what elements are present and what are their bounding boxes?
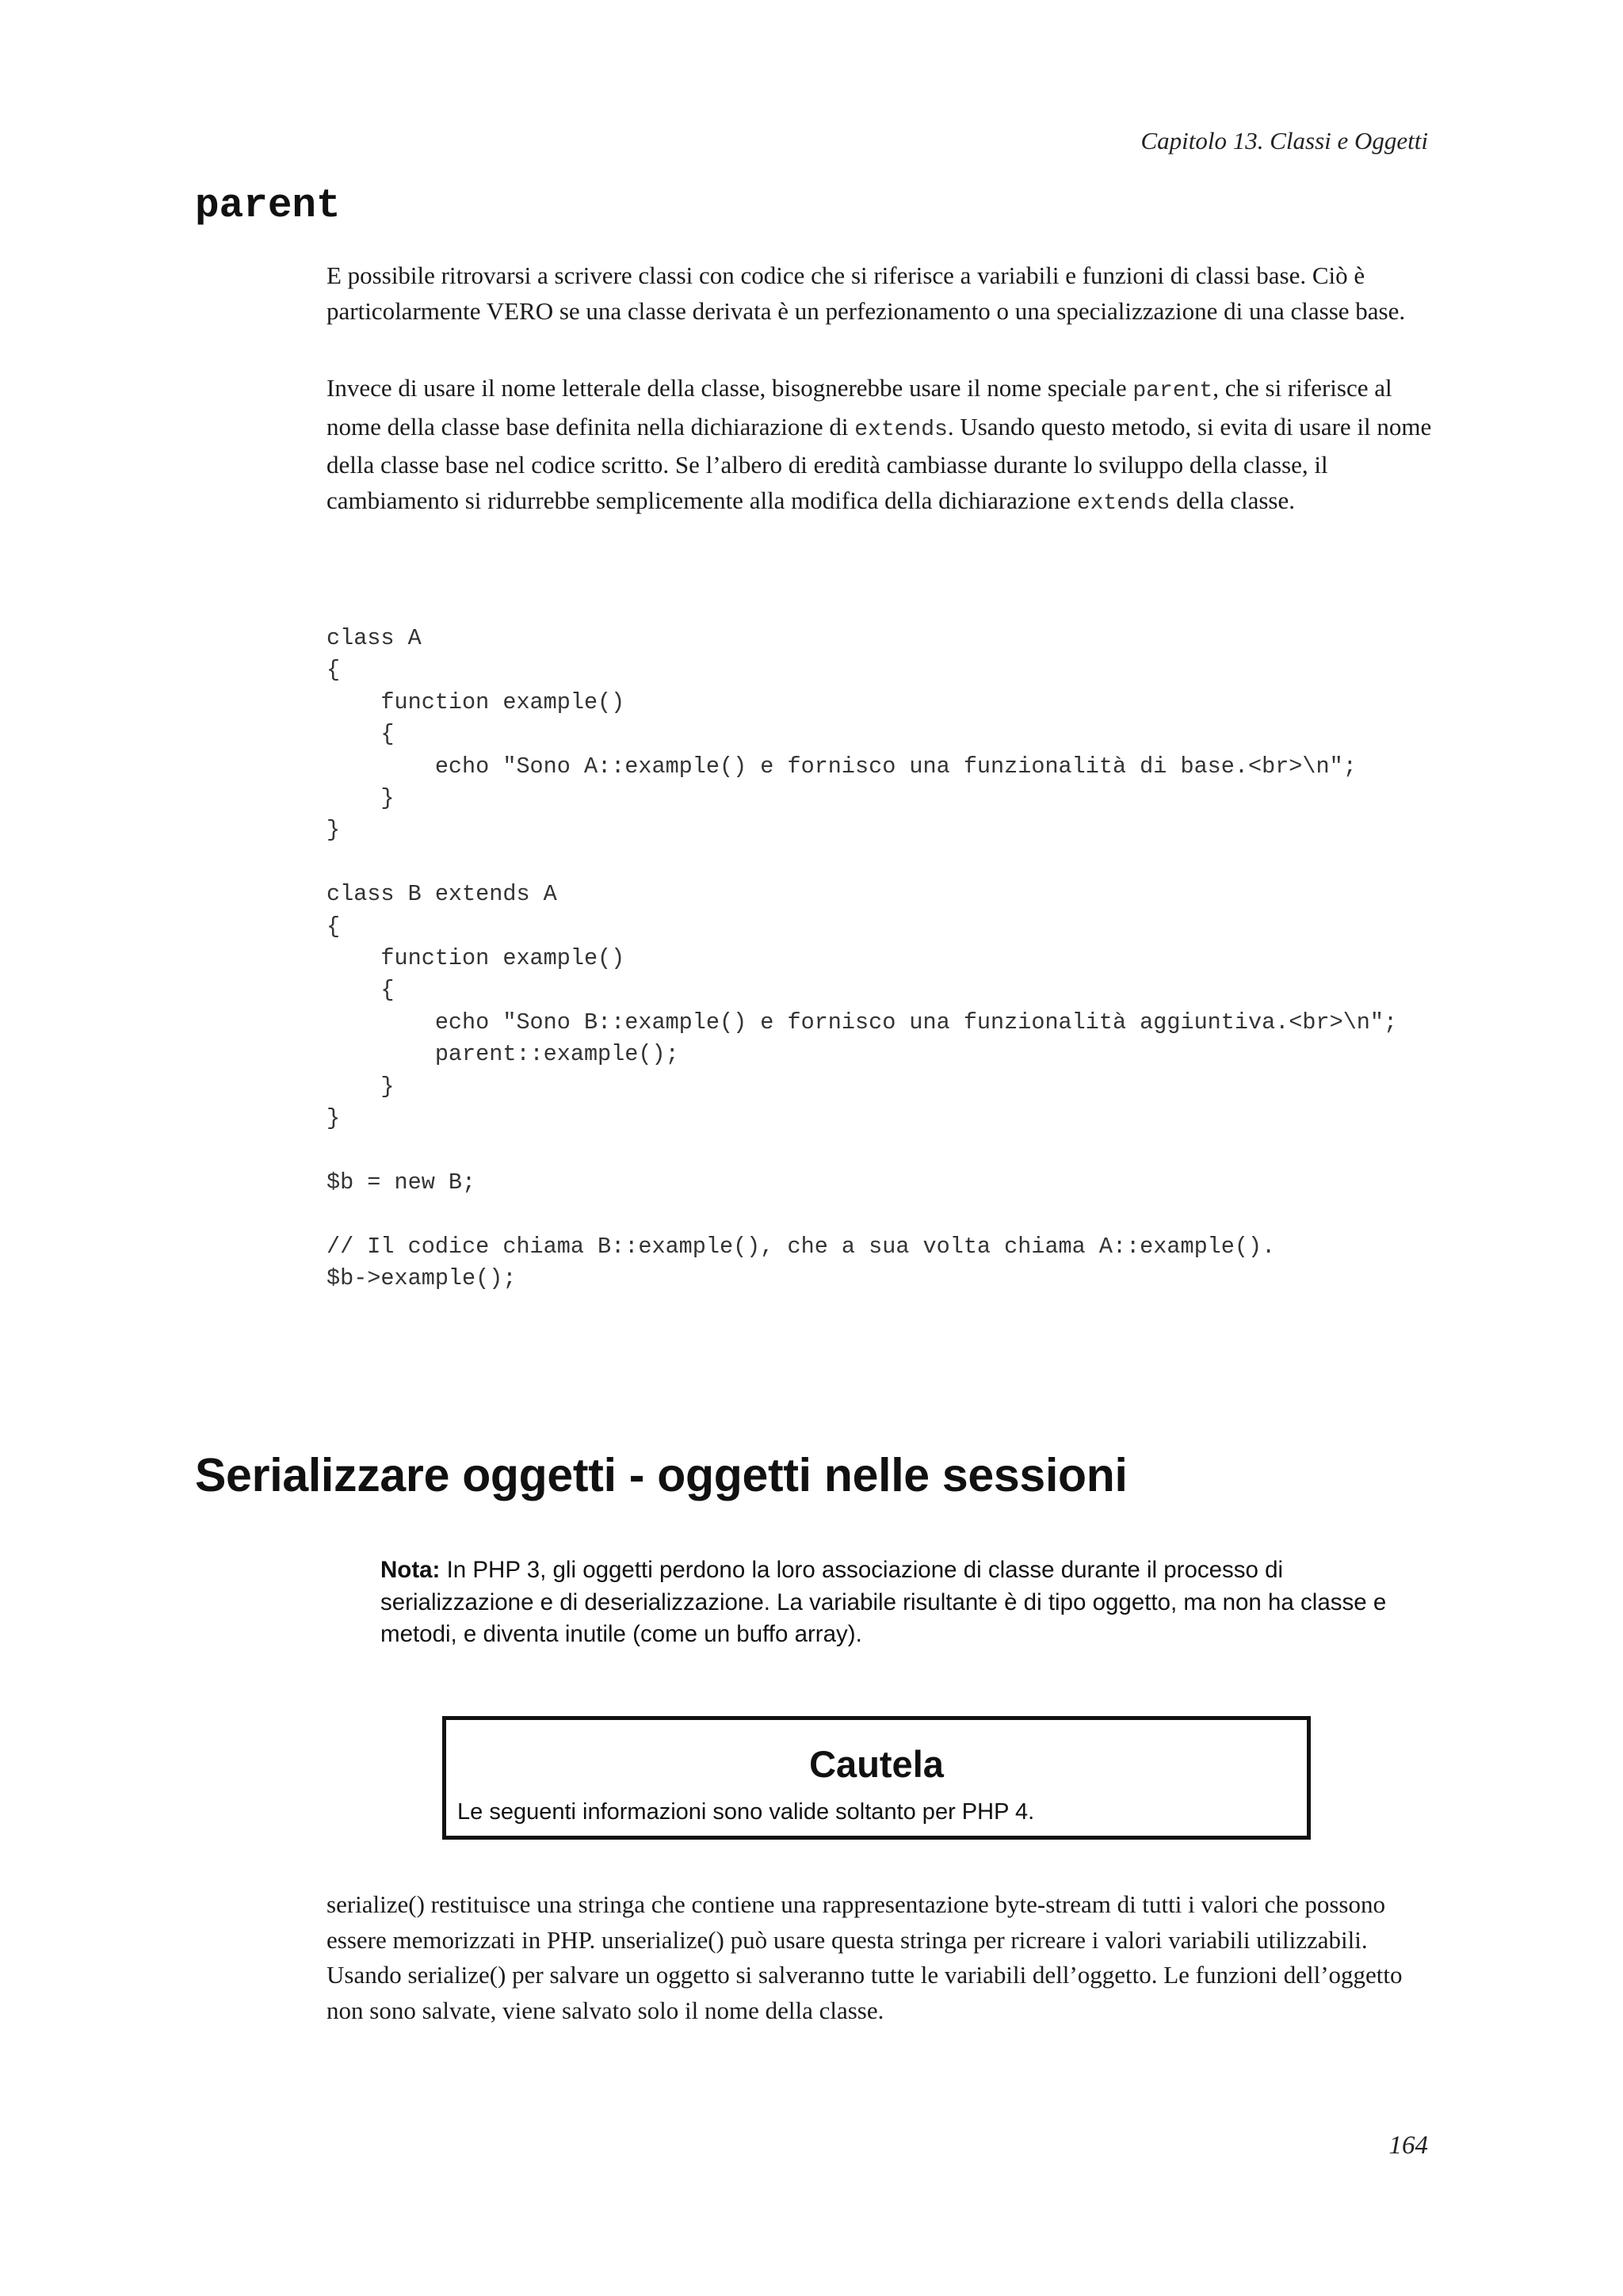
inline-code-extends: extends	[1076, 490, 1170, 516]
code-line: $b = new B;	[327, 1169, 476, 1196]
code-line: function example()	[327, 688, 625, 715]
section-title-parent: parent	[195, 184, 341, 229]
code-line: function example()	[327, 945, 625, 972]
inline-code-parent: parent	[1132, 379, 1213, 403]
code-line: {	[327, 721, 395, 748]
text-run: . Usando questo metodo, si evita di usare il nome della classe base nel codice scritto. Se l’albero di eredità cambiasse durante lo sviluppo della classe, il cambiamento si ridurrebbe semplicemente alla modifica della dichiarazione	[327, 412, 1432, 514]
code-line: echo "Sono B::example() e fornisco una funzionalità aggiuntiva.<br>\n";	[327, 1009, 1398, 1035]
running-header: Capitolo 13. Classi e Oggetti	[1140, 127, 1428, 154]
note-label: Nota:	[380, 1557, 441, 1583]
code-line: parent::example();	[327, 1041, 679, 1068]
code-example	[327, 623, 1397, 1295]
caution-text: Le seguenti informazioni sono valide soltanto per PHP 4.	[457, 1799, 1035, 1825]
note-text: In PHP 3, gli oggetti perdono la loro associazione di classe durante il processo di serializzazione e di deserializzazione. La variabile risultante è di tipo oggetto, ma non ha classe e metodi, e diventa inutile (come un buffo array).	[380, 1557, 1387, 1648]
code-line: {	[327, 913, 341, 940]
code-line: class B extends A	[327, 881, 557, 908]
code-line: }	[327, 1073, 395, 1100]
caution-box	[442, 1716, 1311, 1840]
caution-title: Cautela	[809, 1743, 944, 1785]
text-run: , che si riferisce al nome della classe base definita nella dichiarazione di	[327, 374, 1392, 441]
serialize-paragraph	[327, 1887, 1436, 2028]
code-line: class A	[327, 625, 422, 651]
code-line: {	[327, 977, 395, 1004]
code-line: }	[327, 1105, 341, 1132]
parent-intro-paragraph	[327, 258, 1436, 329]
parent-explanation-paragraph	[327, 371, 1436, 521]
inline-code-extends: extends	[854, 417, 948, 442]
text-run: Invece di usare il nome letterale della classe, bisognerebbe usare il nome speciale	[327, 374, 1133, 402]
paragraph	[327, 371, 1436, 521]
code-line: {	[327, 657, 341, 684]
code-line: }	[327, 817, 341, 844]
text-run: della classe.	[1170, 486, 1295, 514]
paragraph: E possibile ritrovarsi a scrivere classi con codice che si riferisce a variabili e funzioni di classi base. Ciò è particolarmente VERO se una classe derivata è un perfezionamento o una specializzazione di una classe base.	[327, 261, 1406, 325]
code-line: }	[327, 785, 395, 812]
paragraph: serialize() restituisce una stringa che contiene una rappresentazione byte-stream di tutti i valori che possono essere memorizzati in PHP. unserialize() può usare questa stringa per ricreare i valori variabili utilizzabili. Usando serialize() per salvare un oggetto si salveranno tutte le variabili dell’oggetto. Le funzioni dell’oggetto non sono salvate, viene salvato solo il nome della classe.	[327, 1890, 1403, 2024]
section-title-serialize: Serializzare oggetti - oggetti nelle sessioni	[195, 1449, 1128, 1501]
code-line: echo "Sono A::example() e fornisco una funzionalità di base.<br>\n";	[327, 753, 1357, 780]
note-box	[380, 1554, 1442, 1651]
page-number: 164	[1388, 2131, 1428, 2160]
code-line: $b->example();	[327, 1265, 517, 1292]
code-line: // Il codice chiama B::example(), che a sua volta chiama A::example().	[327, 1233, 1276, 1260]
